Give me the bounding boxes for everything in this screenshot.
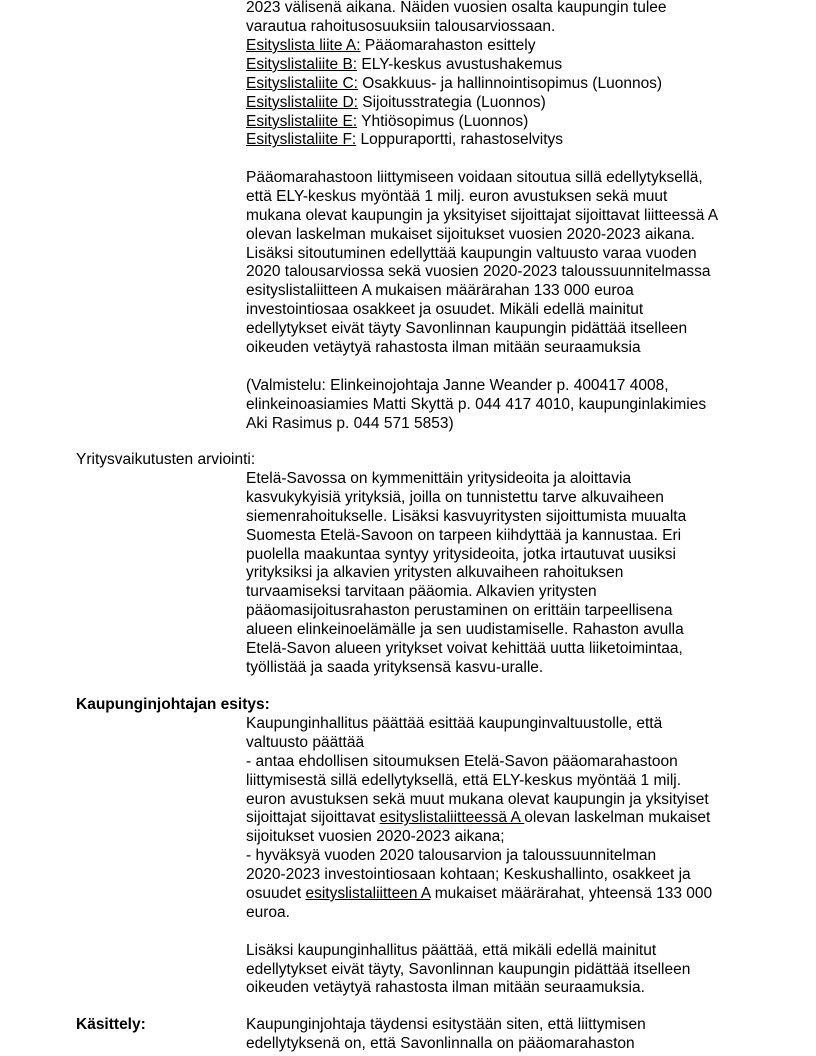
attachment-link[interactable]: Esityslista liite A:	[246, 37, 361, 54]
text-segment: sijoittajat sijoittavat	[246, 809, 380, 827]
attachment-link[interactable]: Esityslistaliite B:	[246, 55, 358, 73]
text-line: (Valmistelu: Elinkeinojohtaja Janne Weander p. 400417 4008,	[246, 377, 669, 394]
attachment-link[interactable]: Esityslistaliite D:	[246, 93, 358, 111]
attachment-link[interactable]: Esityslistaliite E:	[246, 112, 358, 130]
mayor-proposal-label: Kaupunginjohtajan esitys:	[76, 696, 270, 713]
text-line: että ELY-keskus myöntää 1 milj. euron avustuksen sekä muut	[246, 187, 668, 205]
attachment-item	[246, 75, 766, 94]
text-line: Lisäksi sitoutuminen edellyttää kaupungin valtuusto varaa vuoden	[246, 244, 697, 262]
text-line: investointiosaa osakkeet ja osuudet. Mikäli edellä mainitut	[246, 301, 644, 319]
text-line: 2020-2023 investointiosaan kohtaan; Keskushallinto, osakkeet ja	[246, 866, 691, 884]
text-line: 2023 välisenä aikana. Näiden vuosien osalta kaupungin tulee	[246, 0, 667, 16]
attachment-title: Loppuraportti, rahastoselvitys	[356, 131, 564, 149]
handling-label: Käsittely:	[76, 1016, 146, 1033]
text-line: varautua rahoitusosuuksiin talousarviossaan.	[246, 17, 556, 35]
attachment-item	[246, 113, 766, 132]
text-line: euron avustuksen sekä muut mukana olevat kaupungin ja yksityiset	[246, 790, 709, 808]
text-line: alueen elinkeinoelämälle ja sen uudistamiselle. Rahaston avulla	[246, 621, 684, 639]
text-line: Pääomarahastoon liittymiseen voidaan sitoutua sillä edellytyksellä,	[246, 169, 703, 186]
text-line: 2020 talousarviossa sekä vuosien 2020-2023 taloussuunnitelmassa	[246, 263, 711, 281]
text-line: siemenrahoitukselle. Lisäksi kasvuyritysten sijoittumista muualta	[246, 507, 687, 525]
intro-paragraph	[246, 0, 766, 37]
paragraph-gap	[246, 923, 766, 942]
text-line: - antaa ehdollisen sitoumuksen Etelä-Savon pääomarahastoon	[246, 752, 678, 770]
text-line: valtuusto päättää	[246, 733, 365, 751]
attachment-title: Osakkuus- ja hallinnointisopimus (Luonnos)	[357, 74, 663, 92]
text-line: sijoitukset vuosien 2020-2023 aikana;	[246, 828, 505, 846]
text-line: turvaamiseksi tarvitaan pääomia. Alkavien yritysten	[246, 583, 597, 601]
attachment-list	[246, 37, 766, 150]
attachment-a-link[interactable]: esityslistaliitteessä A	[379, 809, 525, 827]
text-line: mukana olevat kaupungin ja yksityiset sijoittajat sijoittavat liitteessä A	[246, 206, 719, 224]
text-line: edellytyksenä on, että Savonlinnalla on pääomarahaston	[246, 1034, 635, 1052]
handling-paragraph	[246, 1016, 766, 1054]
attachment-item	[246, 131, 766, 150]
attachment-a-link[interactable]: esityslistaliitteen A	[305, 885, 431, 903]
text-segment: olevan laskelman mukaiset	[524, 809, 711, 827]
text-line: oikeuden vetäytyä rahastosta ilman mitään seuraamuksia.	[246, 979, 645, 997]
text-line: edellytykset eivät täyty Savonlinnan kaupungin pidättää itselleen	[246, 320, 688, 338]
text-line	[246, 885, 766, 904]
text-line: Kaupunginhallitus päättää esittää kaupunginvaltuustolle, että	[246, 715, 663, 732]
business-impact-label: Yritysvaikutusten arviointi:	[76, 451, 256, 468]
business-impact-paragraph	[246, 470, 766, 678]
text-line: pääomasijoitusrahaston perustaminen on erittäin tarpeellisena	[246, 602, 673, 620]
text-line: Aki Rasimus p. 044 571 5853)	[246, 414, 454, 432]
conditions-paragraph	[246, 169, 766, 358]
text-line	[246, 809, 766, 828]
attachment-link[interactable]: Esityslistaliite F:	[246, 131, 357, 149]
text-line: Kaupunginjohtaja täydensi esitystään siten, että liittymisen	[246, 1016, 646, 1033]
text-line: työllistää ja saada yrityksensä kasvu-uralle.	[246, 658, 544, 676]
text-segment: mukaiset määrärahat, yhteensä 133 000	[430, 885, 713, 903]
text-line: yrityksiksi ja alkavien yritysten alkuvaiheen rahoituksen	[246, 564, 624, 582]
text-line: Etelä-Savossa on kymmenittäin yritysideoita ja aloittavia	[246, 470, 632, 487]
text-line: oikeuden vetäytyä rahastosta ilman mitään seuraamuksia	[246, 339, 641, 357]
text-line: elinkeinoasiamies Matti Skyttä p. 044 417 4010, kaupunginlakimies	[246, 395, 707, 413]
attachment-link[interactable]: Esityslistaliite C:	[246, 74, 358, 92]
attachment-title: Pääomarahaston esittely	[360, 37, 536, 54]
attachment-title: Yhtiösopimus (Luonnos)	[357, 112, 529, 130]
attachment-title: ELY-keskus avustushakemus	[357, 55, 563, 73]
attachment-item	[246, 94, 766, 113]
preparation-note	[246, 377, 766, 434]
text-line: Etelä-Savon alueen yritykset voivat kehittää uutta liiketoimintaa,	[246, 640, 683, 658]
text-line: esityslistaliitteen A mukaisen määrärahan 133 000 euroa	[246, 282, 634, 300]
attachment-item	[246, 37, 766, 56]
text-line: edellytykset eivät täyty, Savonlinnan kaupungin pidättää itselleen	[246, 960, 691, 978]
text-line: puolella maakuntaa syntyy yritysideoita, jotka irtautuvat uusiksi	[246, 545, 676, 563]
mayor-proposal-paragraph	[246, 715, 766, 998]
text-segment: osuudet	[246, 885, 306, 903]
text-line: kasvukykyisiä yrityksiä, joilla on tunnistettu tarve alkuvaiheen	[246, 488, 664, 506]
text-line: - hyväksyä vuoden 2020 talousarvion ja taloussuunnitelman	[246, 847, 657, 865]
text-line: olevan laskelman mukaiset sijoitukset vuosien 2020-2023 aikana.	[246, 225, 695, 243]
text-line: Lisäksi kaupunginhallitus päättää, että mikäli edellä mainitut	[246, 941, 657, 959]
text-line: Suomesta Etelä-Savoon on tarpeen kiihdyttää ja kannustaa. Eri	[246, 526, 682, 544]
text-line: liittymisestä sillä edellytyksellä, että ELY-keskus myöntää 1 milj.	[246, 771, 682, 789]
attachment-title: Sijoitusstrategia (Luonnos)	[357, 93, 546, 111]
text-line: euroa.	[246, 903, 290, 921]
attachment-item	[246, 56, 766, 75]
